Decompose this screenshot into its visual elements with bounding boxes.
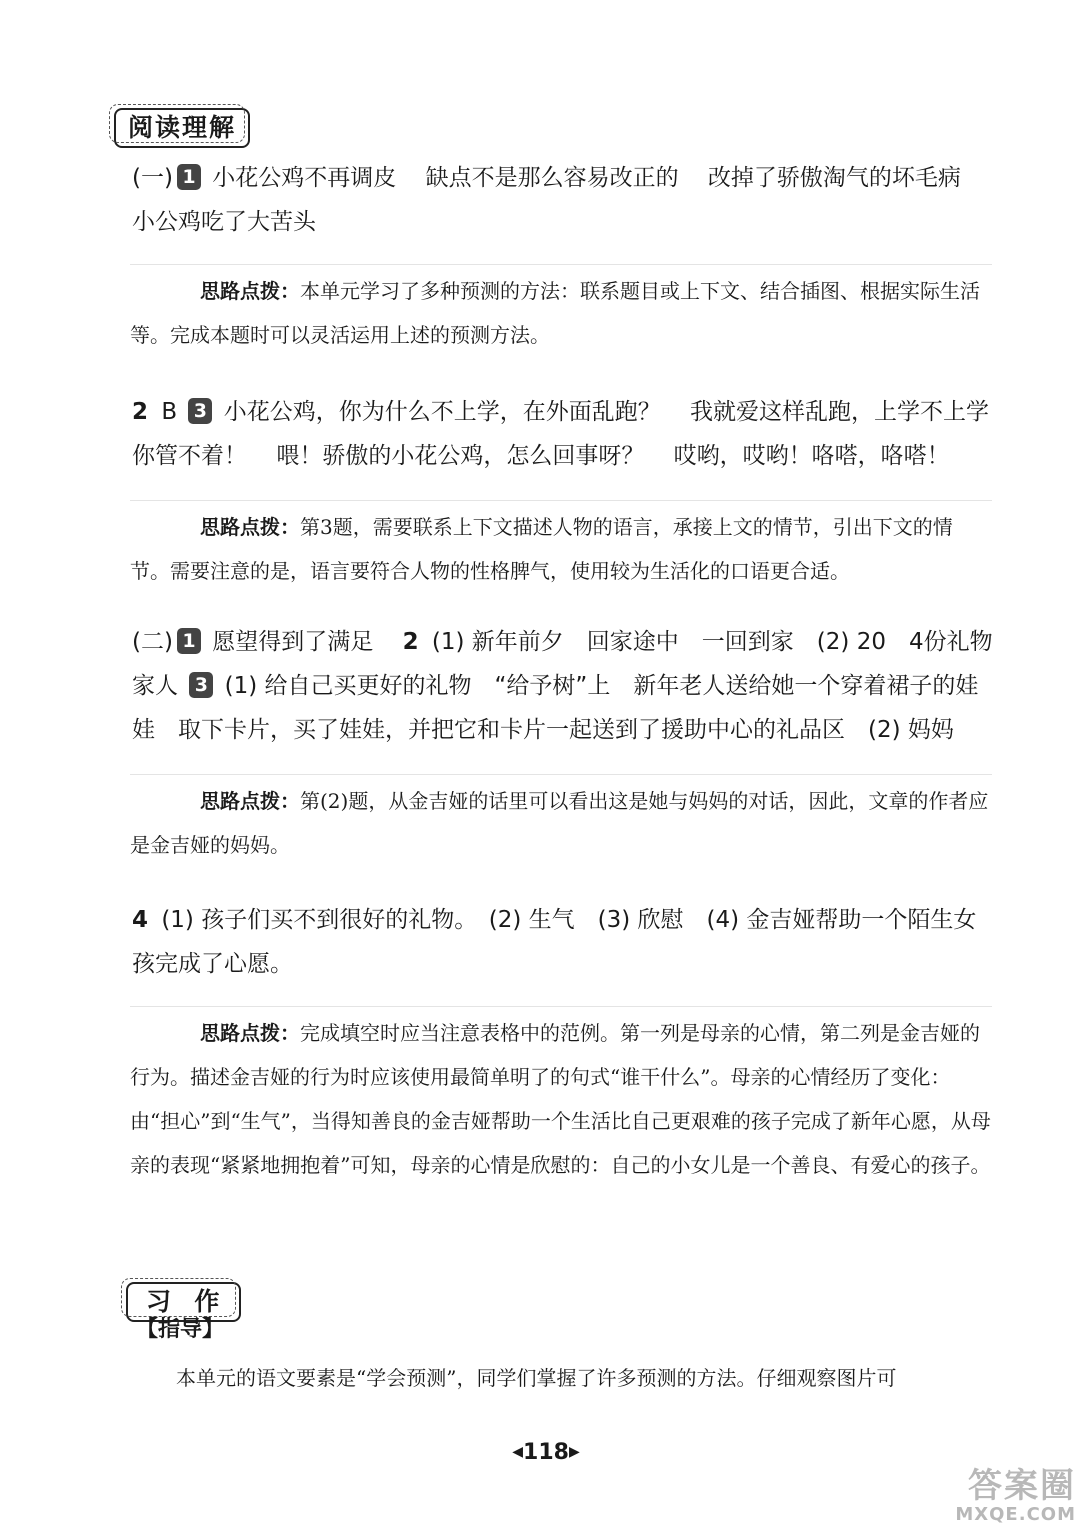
answer-text: (1) 孩子们买不到很好的礼物。 (2) 生气 (3) 欣慰 (4) 金吉娅帮助一个陌生女孩完成了心愿。: [132, 907, 977, 977]
answer-text: 愿望得到了满足: [212, 629, 374, 655]
answer-text: 喂！骄傲的小花公鸡，怎么回事呀？: [276, 443, 645, 469]
answer-text: 小花公鸡不再调皮: [212, 165, 397, 191]
watermark-main: 答案圈: [968, 1466, 1076, 1506]
question-number-badge: 1: [177, 628, 201, 654]
hint-text: 第3题，需要联系上下文描述人物的语言，承接上文的情节，引出下文的情节。需要注意的是，语言要符合人物的性格脾气，使用较为生活化的口语更合适。: [130, 515, 953, 583]
question-number: 4: [132, 907, 149, 933]
guide-label: 【指导】: [136, 1317, 225, 1342]
answer-text: 改掉了骄傲淘气的坏毛病: [707, 165, 961, 191]
answer-block-4: [132, 898, 994, 986]
right-triangle-icon: ▶: [568, 1444, 580, 1460]
hint-label: 思路点拨：: [200, 789, 300, 813]
hint-block-3: [130, 774, 992, 867]
answer-text: (1) 新年前夕 回家途中 一回到家 (2) 20 4份礼物 家人: [132, 629, 1016, 699]
hint-label: 思路点拨：: [200, 1021, 300, 1045]
hint-block-2: [130, 500, 992, 593]
question-number: 2: [402, 629, 419, 655]
answer-text: (1) 给自己买更好的礼物 “给予树”上 新年老人送给她一个穿着裙子的娃娃 取下卡片，买了娃娃，并把它和卡片一起送到了援助中心的礼品区 (2) 妈妈: [132, 673, 979, 743]
question-number-badge: 1: [177, 164, 201, 190]
hint-label: 思路点拨：: [200, 279, 300, 303]
question-number-badge: 3: [188, 398, 212, 424]
section-label-writing: 习 作: [126, 1282, 241, 1322]
answer-text: 我就爱这样乱跑，上学不上学你管不着！: [132, 399, 990, 469]
page-number-text: 118: [523, 1440, 569, 1465]
guide-text: 本单元的语文要素是“学会预测”，同学们掌握了许多预测的方法。仔细观察图片可: [176, 1366, 897, 1390]
question-number-badge: 3: [189, 672, 213, 698]
answer-text: 缺点不是那么容易改正的: [425, 165, 679, 191]
section-label-reading: 阅读理解: [114, 108, 250, 148]
watermark-sub: MXQE.COM: [955, 1504, 1076, 1525]
answer-block-1: [132, 156, 994, 244]
hint-text: 完成填空时应当注意表格中的范例。第一列是母亲的心情，第二列是金吉娅的行为。描述金吉娅的行为时应该使用最简单明了的句式“谁干什么”。母亲的心情经历了变化：由“担心”到“生气”，当得知善良的金吉娅帮助一个生活比自己更艰难的孩子完成了新年心愿，从母亲的表现“紧紧地拥抱着”可知，母亲的心情是欣慰的：自己的小女儿是一个善良、有爱心的孩子。: [130, 1021, 991, 1177]
hint-text: 本单元学习了多种预测的方法：联系题目或上下文、结合插图、根据实际生活等。完成本题时可以灵活运用上述的预测方法。: [130, 279, 980, 347]
answer-text: 小花公鸡，你为什么不上学，在外面乱跑？: [223, 399, 661, 425]
part-prefix: (二): [132, 629, 173, 655]
watermark-logo: [926, 1468, 1076, 1528]
left-triangle-icon: ◀: [512, 1444, 524, 1460]
answer-text: 小公鸡吃了大苦头: [132, 209, 316, 235]
hint-block-1: [130, 264, 992, 357]
answer-block-2: [132, 390, 994, 478]
answer-text: B: [161, 399, 178, 425]
part-prefix: (一): [132, 165, 173, 191]
hint-label: 思路点拨：: [200, 515, 300, 539]
hint-text: 第(2)题，从金吉娅的话里可以看出这是她与妈妈的对话，因此，文章的作者应是金吉娅的妈妈。: [130, 789, 989, 857]
page-number: [0, 1440, 1092, 1465]
question-number: 2: [132, 399, 149, 425]
hint-block-4: [130, 1006, 992, 1187]
answer-block-3: [132, 620, 1016, 752]
answer-text: 哎哟，哎哟！咯嗒，咯嗒！: [673, 443, 950, 469]
